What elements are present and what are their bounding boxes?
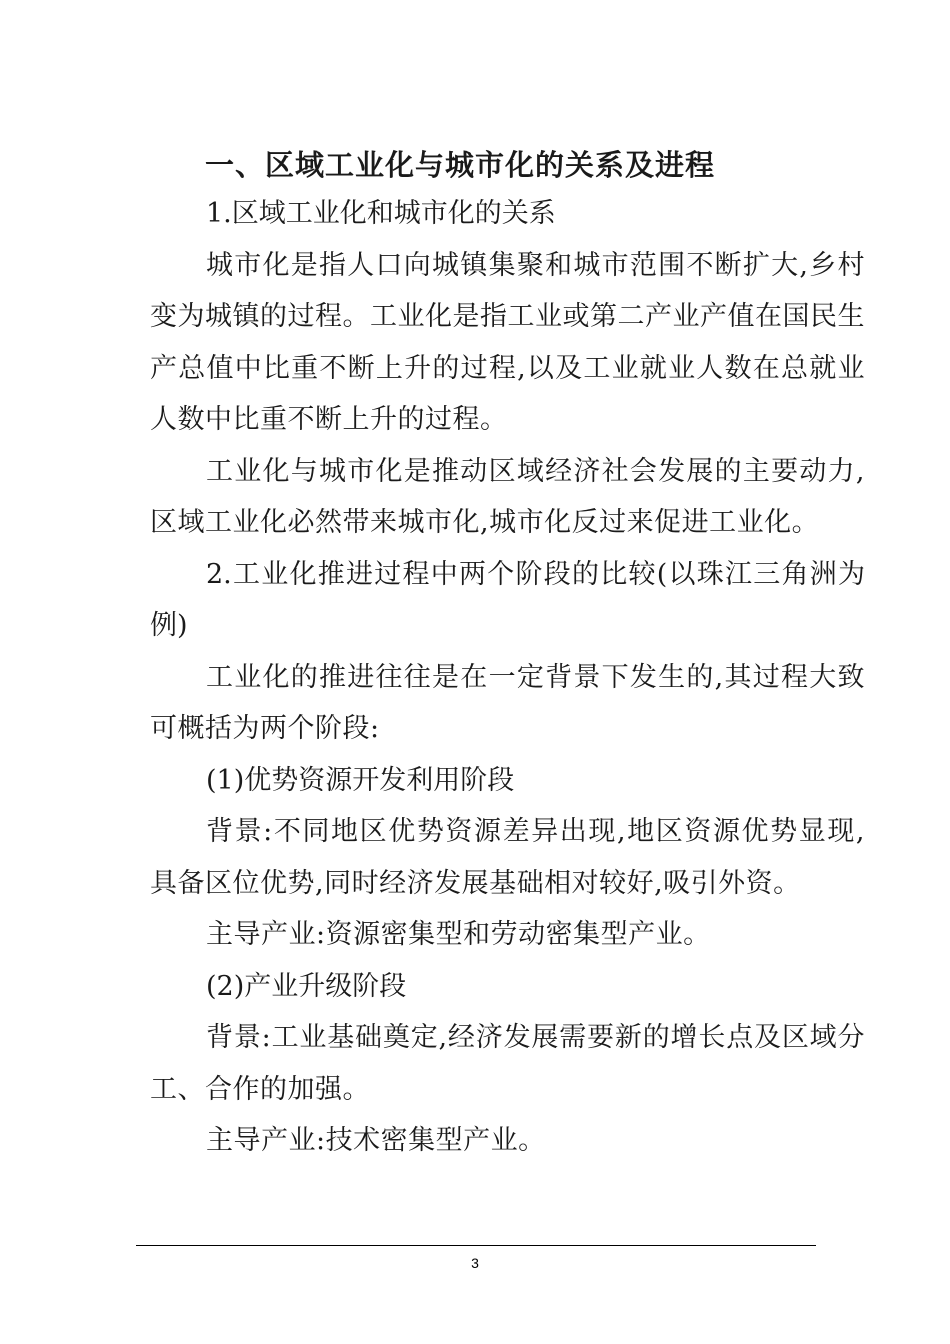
stage-1-leading-industry: 主导产业:资源密集型和劳动密集型产业。 (206, 919, 711, 950)
paragraph-two-stages-intro: 工业化的推进往往是在一定背景下发生的,其过程大致可概括为两个阶段: (150, 661, 865, 744)
stage-2-heading: (2)产业升级阶段 (206, 970, 407, 1002)
document-body (150, 142, 865, 1167)
stage-1-heading: (1)优势资源开发利用阶段 (206, 764, 515, 796)
paragraph-industrialization-relation: 工业化与城市化是推动区域经济社会发展的主要动力,区域工业化必然带来城市化,城市化反过来促进工业化。 (150, 455, 865, 538)
section-heading: 一、区域工业化与城市化的关系及进程 (205, 148, 716, 182)
stage-2-leading-industry: 主导产业:技术密集型产业。 (206, 1125, 546, 1156)
stage-1-background: 背景:不同地区优势资源差异出现,地区资源优势显现,具备区位优势,同时经济发展基础相对较好,吸引外资。 (150, 816, 865, 899)
footer-divider (136, 1245, 816, 1246)
stage-2-background: 背景:工业基础奠定,经济发展需要新的增长点及区域分工、合作的加强。 (150, 1022, 865, 1105)
subsection-heading-1: 1.区域工业化和城市化的关系 (206, 198, 556, 229)
subsection-heading-2: 2.工业化推进过程中两个阶段的比较(以珠江三角洲为例) (150, 558, 865, 641)
paragraph-urbanization-definition: 城市化是指人口向城镇集聚和城市范围不断扩大,乡村变为城镇的过程。工业化是指工业或第二产业产值在国民生产总值中比重不断上升的过程,以及工业就业人数在总就业人数中比重不断上升的过程。 (150, 249, 865, 435)
page-number: 3 (471, 1255, 479, 1271)
